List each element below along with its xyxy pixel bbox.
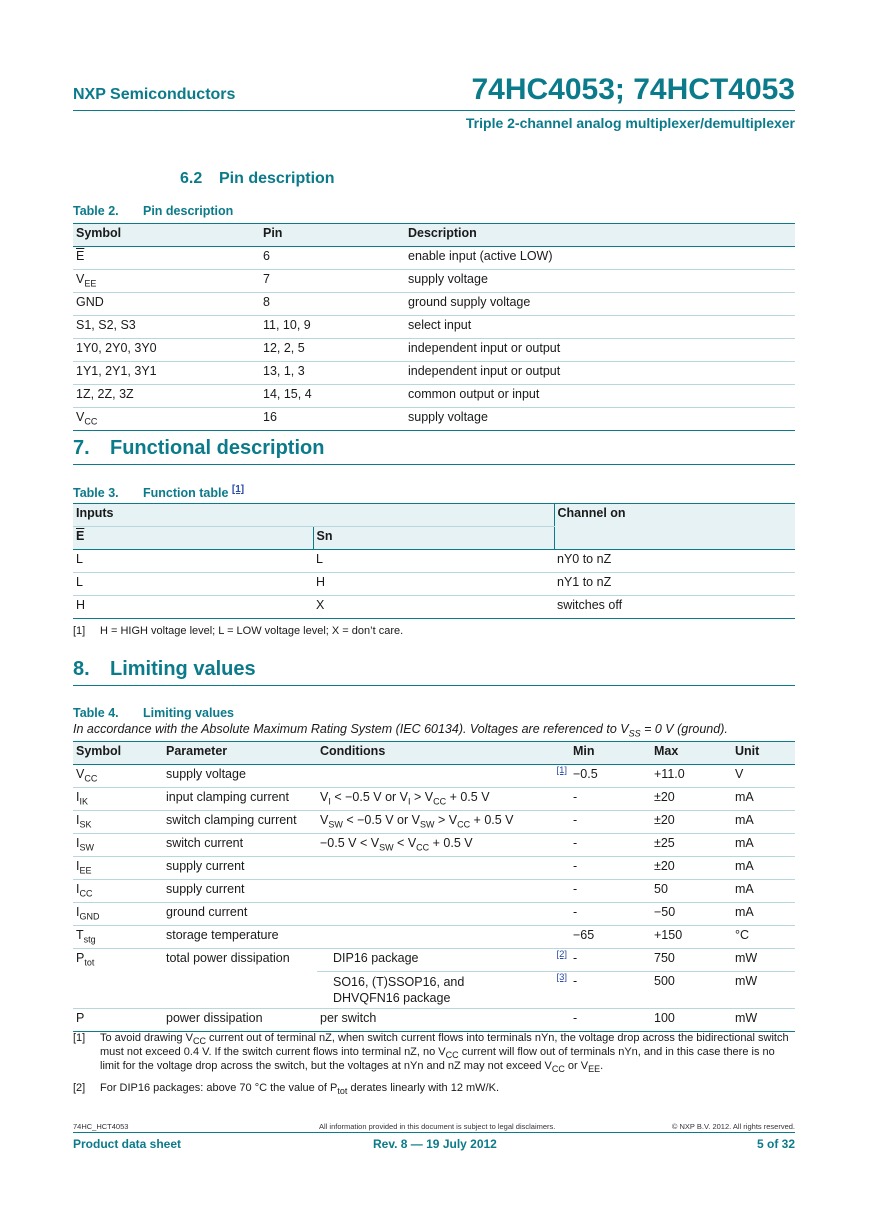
table-row	[73, 857, 795, 880]
unit-cell: mW	[732, 1009, 795, 1032]
symbol-base: I	[76, 905, 80, 919]
document-subtitle: Triple 2-channel analog multiplexer/demultiplexer	[465, 115, 795, 131]
ref-cell	[549, 1009, 570, 1032]
note-text: In accordance with the Absolute Maximum Rating System (IEC 60134). Voltages are referenced to V	[73, 722, 629, 736]
description-cell: independent input or output	[405, 339, 795, 362]
fn-subscript: CC	[192, 1036, 206, 1047]
conditions-cell	[317, 857, 549, 880]
symbol-cell: 1Z, 2Z, 3Z	[73, 385, 260, 408]
conditions-cell	[317, 765, 549, 788]
symbol-base: T	[76, 928, 84, 942]
cond-subscript: CC	[416, 842, 430, 853]
pin-cell: 8	[260, 293, 405, 316]
ref-cell	[549, 903, 570, 926]
cond-subscript: SW	[419, 819, 435, 830]
symbol-cell	[73, 903, 163, 926]
table-3-footnote	[73, 624, 795, 638]
min-cell: -	[570, 834, 651, 857]
description-cell: independent input or output	[405, 362, 795, 385]
min-cell: -	[570, 1009, 651, 1032]
section-8-heading	[73, 658, 256, 681]
symbol-base: I	[76, 882, 80, 896]
sn-cell: L	[313, 550, 554, 573]
sn-cell: X	[313, 596, 554, 619]
max-cell: ±20	[651, 857, 732, 880]
ref-cell	[549, 765, 570, 788]
symbol-cell	[73, 247, 260, 270]
parameter-cell: power dissipation	[163, 1009, 317, 1032]
footnote-link[interactable]: [3]	[556, 971, 567, 983]
ref-cell	[549, 880, 570, 903]
symbol-base: I	[76, 859, 80, 873]
cond-text: > V	[410, 790, 434, 804]
footnote-2	[73, 1081, 795, 1095]
ref-cell	[549, 788, 570, 811]
note-text: = 0 V (ground).	[640, 722, 728, 736]
max-cell: −50	[651, 903, 732, 926]
symbol-subscript: EE	[79, 865, 92, 876]
limiting-values-table	[73, 741, 795, 1032]
cond-text: V	[320, 790, 329, 804]
parameter-cell: supply current	[163, 857, 317, 880]
e-cell: H	[73, 596, 313, 619]
unit-cell: mA	[732, 857, 795, 880]
unit-cell: mA	[732, 788, 795, 811]
fn-text: .	[600, 1060, 604, 1072]
footnote-text	[100, 1031, 795, 1073]
symbol-subscript: CC	[84, 773, 98, 784]
table-row	[73, 362, 795, 385]
symbol-subscript: tot	[84, 957, 95, 968]
symbol-cell	[73, 880, 163, 903]
symbol-base: V	[76, 767, 85, 781]
footnote-text	[100, 1081, 795, 1095]
pin-cell: 12, 2, 5	[260, 339, 405, 362]
ref-cell	[549, 811, 570, 834]
min-cell: -	[570, 811, 651, 834]
symbol-cell: 1Y1, 2Y1, 3Y1	[73, 362, 260, 385]
col-header-symbol: Symbol	[73, 224, 260, 247]
col-header-e	[73, 527, 313, 550]
symbol-cell	[73, 765, 163, 788]
footnote-1	[73, 1031, 795, 1073]
description-cell: ground supply voltage	[405, 293, 795, 316]
footer-doc-id: 74HC_HCT4053	[73, 1122, 129, 1131]
pin-cell: 14, 15, 4	[260, 385, 405, 408]
symbol-base: P	[76, 951, 85, 965]
symbol-cell: GND	[73, 293, 260, 316]
header-divider	[73, 110, 795, 111]
footnote-number: [2]	[73, 1082, 86, 1094]
cond-text: + 0.5 V	[429, 836, 473, 850]
symbol-e-overline: $\overline{E}$	[76, 249, 85, 263]
section-title: Pin description	[219, 170, 335, 187]
document-title: 74HC4053; 74HCT4053	[471, 73, 795, 106]
min-cell: -	[570, 949, 651, 972]
footnote-link[interactable]: [1]	[556, 764, 567, 776]
max-cell: ±20	[651, 811, 732, 834]
table-4-note	[73, 722, 728, 739]
symbol-cell	[73, 949, 163, 1009]
max-cell: 750	[651, 949, 732, 972]
table-row	[73, 247, 795, 270]
unit-cell: mA	[732, 811, 795, 834]
symbol-cell: 1Y0, 2Y0, 3Y0	[73, 339, 260, 362]
symbol-cell	[73, 788, 163, 811]
cond-subscript: SW	[379, 842, 394, 853]
col-header-unit: Unit	[732, 742, 795, 765]
cond-text: > V	[434, 813, 458, 827]
table-row	[73, 408, 795, 431]
e-cell: L	[73, 573, 313, 596]
parameter-cell: storage temperature	[163, 926, 317, 949]
table-row	[73, 903, 795, 926]
cond-subscript: CC	[433, 796, 447, 807]
symbol-subscript: CC	[84, 416, 98, 427]
section-7-divider	[73, 464, 795, 465]
symbol-cell	[73, 270, 260, 293]
footnote-number: [1]	[73, 1032, 86, 1044]
symbol-cell	[73, 408, 260, 431]
table-3-caption	[73, 484, 244, 500]
conditions-cell	[317, 788, 549, 811]
min-cell: -	[570, 857, 651, 880]
col-header-parameter: Parameter	[163, 742, 317, 765]
cond-text: + 0.5 V	[470, 813, 514, 827]
symbol-cell: P	[73, 1009, 163, 1032]
ref-cell	[549, 972, 570, 1009]
section-title: Functional description	[110, 437, 325, 459]
min-cell: -	[570, 880, 651, 903]
cond-text: V	[320, 813, 329, 827]
max-cell: +150	[651, 926, 732, 949]
table-row	[73, 834, 795, 857]
footer-divider	[73, 1132, 795, 1133]
fn-text: For DIP16 packages: above 70 °C the value of P	[100, 1082, 338, 1094]
table-header-row	[73, 504, 795, 527]
symbol-subscript: IK	[79, 796, 88, 807]
min-cell: −0.5	[570, 765, 651, 788]
cond-subscript: I	[328, 796, 331, 807]
col-header-max: Max	[651, 742, 732, 765]
symbol-cell	[73, 834, 163, 857]
footer-copyright: © NXP B.V. 2012. All rights reserved.	[671, 1122, 795, 1131]
company-name: NXP Semiconductors	[73, 86, 236, 103]
table-caption-text: Limiting values	[143, 706, 234, 720]
table-number: Table 4.	[73, 706, 119, 720]
table-row	[73, 550, 795, 573]
unit-cell: mA	[732, 903, 795, 926]
parameter-cell: total power dissipation	[163, 949, 317, 1009]
unit-cell: °C	[732, 926, 795, 949]
conditions-cell	[317, 926, 549, 949]
footnote-number: [1]	[73, 625, 86, 637]
ref-cell	[549, 857, 570, 880]
fn-text: or V	[564, 1060, 589, 1072]
cond-subscript: SW	[328, 819, 343, 830]
parameter-cell: switch clamping current	[163, 811, 317, 834]
footer-disclaimer: All information provided in this document is subject to legal disclaimers.	[319, 1122, 556, 1131]
fn-text: derates linearly with 12 mW/K.	[347, 1082, 500, 1094]
table-row	[73, 573, 795, 596]
col-header-description: Description	[405, 224, 795, 247]
conditions-cell	[317, 903, 549, 926]
fn-text: To avoid drawing V	[100, 1032, 193, 1044]
fn-subscript: CC	[445, 1050, 459, 1061]
col-header-channel-on: Channel on	[554, 504, 795, 550]
table-caption-text: Pin description	[143, 204, 234, 218]
col-header-sn: Sn	[313, 527, 554, 550]
col-header-symbol: Symbol	[73, 742, 163, 765]
symbol-cell	[73, 926, 163, 949]
cond-text: < −0.5 V or V	[342, 813, 420, 827]
parameter-cell: supply voltage	[163, 765, 317, 788]
description-cell: common output or input	[405, 385, 795, 408]
table-row	[73, 765, 795, 788]
table-row	[73, 811, 795, 834]
table-row	[73, 316, 795, 339]
symbol-subscript: SK	[79, 819, 92, 830]
table-row	[73, 293, 795, 316]
symbol-subscript: CC	[79, 888, 93, 899]
table-row	[73, 926, 795, 949]
fn-subscript: EE	[588, 1064, 601, 1075]
sn-cell: H	[313, 573, 554, 596]
pin-description-table	[73, 223, 795, 431]
unit-cell: mW	[732, 949, 795, 972]
cond-text: < −0.5 V or V	[330, 790, 408, 804]
e-cell: L	[73, 550, 313, 573]
symbol-base: V	[76, 272, 85, 286]
conditions-cell	[317, 834, 549, 857]
pin-cell: 11, 10, 9	[260, 316, 405, 339]
symbol-base: V	[76, 410, 85, 424]
table-header-row	[73, 742, 795, 765]
cond-text: −0.5 V < V	[320, 836, 380, 850]
col-header-inputs: Inputs	[73, 504, 554, 527]
symbol-base: I	[76, 813, 80, 827]
cond-text: < V	[393, 836, 417, 850]
pin-cell: 16	[260, 408, 405, 431]
min-cell: -	[570, 903, 651, 926]
parameter-cell: supply current	[163, 880, 317, 903]
table-row	[73, 339, 795, 362]
note-subscript: SS	[628, 728, 641, 739]
section-8-divider	[73, 685, 795, 686]
footnote-text: H = HIGH voltage level; L = LOW voltage level; X = don’t care.	[100, 625, 404, 637]
table-row	[73, 385, 795, 408]
max-cell: 500	[651, 972, 732, 1009]
cond-subscript: CC	[457, 819, 471, 830]
max-cell: 100	[651, 1009, 732, 1032]
section-number: 6.2	[180, 170, 203, 187]
conditions-cell: SO16, (T)SSOP16, and DHVQFN16 package	[317, 972, 549, 1009]
table-header-row	[73, 224, 795, 247]
table-row	[73, 788, 795, 811]
fn-text: current out of terminal nZ, when switch current flows into terminals nYn, the voltage drop across the bidirectional switch must not exceed 0.4 V. If the switch current flows into terminal nZ, no V	[100, 1032, 789, 1058]
col-header-ref	[549, 742, 570, 765]
symbol-subscript: stg	[83, 934, 96, 945]
ref-cell	[549, 926, 570, 949]
min-cell: -	[570, 788, 651, 811]
channel-cell: nY0 to nZ	[554, 550, 795, 573]
section-number: 8.	[73, 658, 90, 680]
footnote-link[interactable]: [2]	[556, 948, 567, 960]
parameter-cell: input clamping current	[163, 788, 317, 811]
table-row	[73, 1009, 795, 1032]
symbol-subscript: GND	[79, 911, 100, 922]
conditions-cell	[317, 811, 549, 834]
symbol-subscript: SW	[79, 842, 94, 853]
cond-subscript: I	[408, 796, 411, 807]
min-cell: -	[570, 972, 651, 1009]
section-title: Limiting values	[110, 658, 256, 680]
col-header-min: Min	[570, 742, 651, 765]
pin-cell: 7	[260, 270, 405, 293]
channel-cell: switches off	[554, 596, 795, 619]
unit-cell: mA	[732, 834, 795, 857]
table-row	[73, 880, 795, 903]
section-number: 7.	[73, 437, 90, 459]
table-2-caption	[73, 204, 233, 218]
table-caption-text: Function table	[143, 486, 229, 501]
symbol-cell	[73, 857, 163, 880]
max-cell: ±25	[651, 834, 732, 857]
symbol-cell: S1, S2, S3	[73, 316, 260, 339]
unit-cell: V	[732, 765, 795, 788]
table-row	[73, 949, 795, 972]
section-6-2-heading	[180, 170, 335, 188]
max-cell: +11.0	[651, 765, 732, 788]
max-cell: 50	[651, 880, 732, 903]
unit-cell: mW	[732, 972, 795, 1009]
description-cell: enable input (active LOW)	[405, 247, 795, 270]
fn-text: current will flow out of terminals nYn, and in this case there is no limit for the voltage drop across the switch, but the voltages at nYn and nZ may not exceed V	[100, 1046, 775, 1072]
min-cell: −65	[570, 926, 651, 949]
e-overline: $\overline{E}$	[76, 529, 85, 543]
unit-cell: mA	[732, 880, 795, 903]
max-cell: ±20	[651, 788, 732, 811]
footer-revision: Rev. 8 — 19 July 2012	[373, 1137, 497, 1151]
table-number: Table 2.	[73, 204, 119, 218]
conditions-cell: per switch	[317, 1009, 549, 1032]
fn-subscript: tot	[337, 1086, 348, 1097]
conditions-cell	[317, 880, 549, 903]
ref-cell	[549, 834, 570, 857]
table-row	[73, 596, 795, 619]
table-4-caption	[73, 706, 234, 720]
symbol-base: I	[76, 836, 80, 850]
footer-doc-type: Product data sheet	[73, 1137, 182, 1151]
function-table	[73, 503, 795, 619]
parameter-cell: ground current	[163, 903, 317, 926]
footnote-link[interactable]: [1]	[231, 484, 245, 495]
cond-text: + 0.5 V	[446, 790, 490, 804]
parameter-cell: switch current	[163, 834, 317, 857]
symbol-cell	[73, 811, 163, 834]
symbol-subscript: EE	[84, 278, 97, 289]
table-number: Table 3.	[73, 486, 119, 501]
channel-cell: nY1 to nZ	[554, 573, 795, 596]
description-cell: supply voltage	[405, 408, 795, 431]
col-header-conditions: Conditions	[317, 742, 549, 765]
footer-page-number: 5 of 32	[756, 1137, 795, 1151]
table-row	[73, 270, 795, 293]
ref-cell	[549, 949, 570, 972]
col-header-pin: Pin	[260, 224, 405, 247]
pin-cell: 6	[260, 247, 405, 270]
symbol-base: I	[76, 790, 80, 804]
conditions-cell: DIP16 package	[317, 949, 549, 972]
fn-subscript: CC	[551, 1064, 565, 1075]
description-cell: select input	[405, 316, 795, 339]
pin-cell: 13, 1, 3	[260, 362, 405, 385]
description-cell: supply voltage	[405, 270, 795, 293]
section-7-heading	[73, 437, 324, 460]
